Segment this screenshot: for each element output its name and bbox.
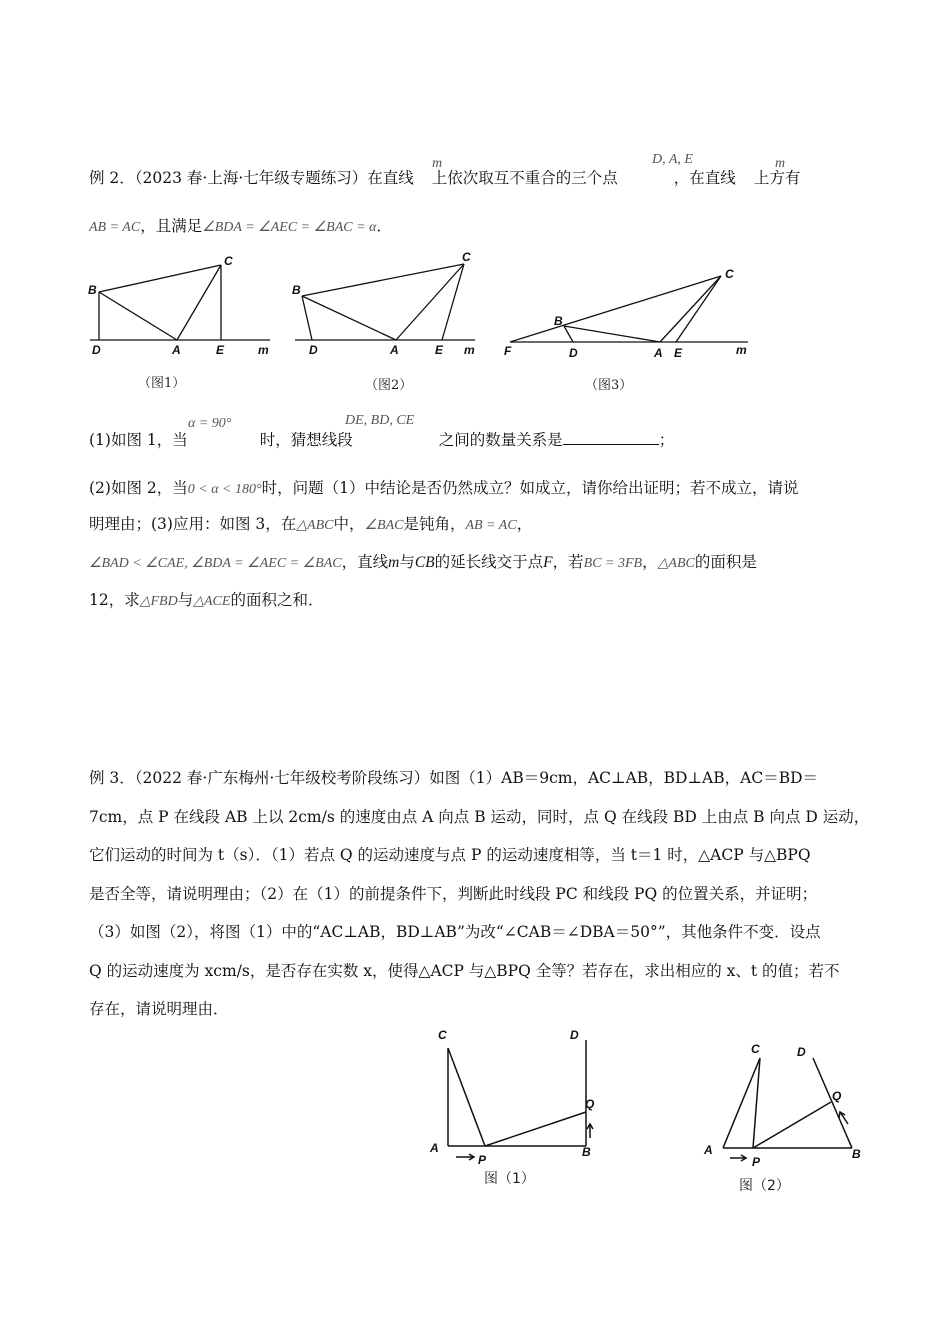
ex3-line3: 它们运动的时间为 t（s）．（1）若点 Q 的运动速度与点 P 的运动速度相等，当 t＝1 时，△ACP 与△BPQ — [89, 846, 811, 864]
alpha-90: α = 90° — [188, 416, 232, 431]
segment-pq — [485, 1112, 586, 1146]
segment-bc — [99, 265, 221, 292]
label-a: A — [430, 1141, 439, 1155]
q5-text: 的面积之和． — [230, 591, 324, 609]
answer-blank[interactable] — [563, 430, 659, 445]
label-b: B — [554, 314, 563, 328]
segment-ba — [302, 296, 396, 340]
caption-ex3-fig1: 图（1） — [484, 1171, 535, 1187]
points-dae: D, A, E — [652, 152, 693, 167]
ex2-label: 例 2． — [89, 169, 135, 187]
label-c: C — [438, 1028, 447, 1042]
ex2-text: ，在直线 — [673, 169, 736, 187]
ex3-figure-2 — [723, 1058, 852, 1161]
caption-fig2: （图2） — [365, 378, 413, 393]
q2-text: (2)如图 2，当 — [89, 479, 188, 497]
label-p: P — [478, 1153, 487, 1167]
segments-de-bd-ce: DE, BD, CE — [345, 413, 415, 428]
label-d: D — [569, 346, 578, 360]
label-q: Q — [585, 1097, 595, 1111]
ex2-text: 上依次取互不重合的三个点 — [431, 169, 618, 187]
label-p: P — [752, 1155, 761, 1169]
line-fc — [510, 276, 721, 342]
q3-text: ， — [516, 515, 533, 533]
bc-eq-3fb: BC = 3FB — [583, 556, 643, 571]
ex2-text: 上方有 — [753, 169, 801, 187]
q1-text: (1)如图 1，当 — [89, 431, 188, 449]
label-d: D — [570, 1028, 579, 1042]
label-a: A — [390, 343, 399, 357]
ex2-text: ，且满足 — [140, 217, 203, 235]
q4-text: 的延长线交于点 — [434, 553, 544, 571]
label-m: m — [258, 343, 269, 357]
ex2-line1 — [89, 168, 800, 188]
label-q: Q — [832, 1089, 842, 1103]
triangle-abc: △ABC — [296, 518, 334, 533]
segment-bd — [302, 296, 312, 340]
q1-text: 之间的数量关系是 — [438, 431, 563, 449]
label-b: B — [852, 1147, 861, 1161]
segment-cb-ref: CB — [414, 554, 435, 571]
segment-bd — [564, 326, 573, 342]
q1-text: 时，猜想线段 — [259, 431, 353, 449]
cond-angles: ∠BDA = ∠AEC = ∠BAC = α — [202, 220, 377, 235]
line-m-label-2: m — [775, 156, 786, 171]
segment-ba — [99, 292, 177, 340]
label-b: B — [292, 283, 301, 297]
segment-bd — [813, 1058, 852, 1148]
ex2-figure-2 — [295, 264, 475, 340]
label-a: A — [704, 1143, 713, 1157]
segment-ac — [177, 265, 221, 340]
label-b: B — [582, 1145, 591, 1159]
q5-text: 与 — [177, 591, 194, 609]
ex2-q4 — [89, 552, 757, 574]
ex2-figure-1 — [90, 265, 270, 340]
q3-text: 明理由；(3)应用：如图 3，在 — [89, 515, 297, 533]
alpha-range: 0 < α < 180° — [187, 482, 262, 497]
label-b: B — [88, 283, 97, 297]
ex3-line6: Q 的运动速度为 xcm/s，是否存在实数 x，使得△ACP 与△BPQ 全等？若存在，求出相应的 x、t 的值；若不 — [89, 962, 840, 980]
caption-fig3: （图3） — [585, 378, 633, 393]
q4-text: 与 — [399, 553, 415, 571]
label-m: m — [736, 343, 747, 357]
segment-ce — [676, 276, 721, 342]
triangle-fbd: △FBD — [139, 594, 178, 609]
label-e: E — [674, 346, 683, 360]
line-m-label: m — [432, 156, 443, 171]
label-c: C — [725, 267, 734, 281]
caption-fig1: （图1） — [138, 376, 186, 391]
label-d: D — [797, 1045, 806, 1059]
ex2-text: ． — [376, 217, 392, 235]
ex2-figures — [80, 250, 780, 360]
angle-bac: ∠BAC — [364, 518, 404, 533]
q3-text: 是钝角， — [403, 515, 466, 533]
label-c: C — [462, 250, 471, 264]
label-e: E — [435, 343, 444, 357]
triangle-ace: △ACE — [193, 594, 231, 609]
ex2-q5 — [89, 590, 323, 612]
segment-pq — [753, 1102, 831, 1148]
ex2-line2 — [89, 216, 392, 238]
ex2-figure-3 — [510, 276, 748, 342]
segment-ba — [564, 326, 660, 342]
ex2-q2 — [89, 478, 798, 500]
angle-conditions: ∠BAD < ∠CAE, ∠BDA = ∠AEC = ∠BAC — [89, 556, 342, 571]
label-c: C — [751, 1042, 760, 1056]
caption-ex3-fig2: 图（2） — [739, 1178, 790, 1194]
triangle-abc-ref: △ABC — [657, 556, 695, 571]
ex3-line5: （3）如图（2），将图（1）中的“AC⊥AB，BD⊥AB”为改“∠CAB＝∠DBA＝50°”，其他条件不变．设点 — [89, 923, 821, 941]
label-d: D — [309, 343, 318, 357]
ex2-q3 — [89, 514, 532, 536]
label-e: E — [216, 343, 225, 357]
ab-eq-ac: AB = AC — [465, 518, 517, 533]
q1-text: ； — [658, 431, 675, 449]
q5-text: 12，求 — [89, 591, 140, 609]
label-f: F — [504, 344, 512, 358]
ex3-figure-1 — [448, 1040, 593, 1160]
q4-text: ，直线 — [341, 553, 389, 571]
line-m-ref: m — [388, 554, 400, 571]
q3-text: 中， — [333, 515, 365, 533]
label-a: A — [172, 343, 181, 357]
ex3-line1: 例 3．（2022 春·广东梅州·七年级校考阶段练习）如图（1）AB＝9cm，AC⊥AB，BD⊥AB，AC＝BD＝ — [89, 769, 819, 787]
point-f-ref: F — [543, 554, 553, 571]
q4-text: 的面积是 — [694, 553, 757, 571]
label-m: m — [464, 343, 475, 357]
label-d: D — [92, 343, 101, 357]
q2-text: 时，问题（1）中结论是否仍然成立？如成立，请你给出证明；若不成立，请说 — [261, 479, 799, 497]
q4-text: ，若 — [552, 553, 584, 571]
cond-ab-ac: AB = AC — [89, 220, 141, 235]
ex2-source: （2023 春·上海·七年级专题练习）在直线 — [134, 169, 414, 187]
ex2-q1 — [89, 430, 674, 450]
label-c: C — [224, 254, 233, 268]
segment-cp — [448, 1048, 485, 1146]
ex3-line2: 7cm，点 P 在线段 AB 上以 2cm/s 的速度由点 A 向点 B 运动，同时，点 Q 在线段 BD 上由点 B 向点 D 运动， — [89, 808, 870, 826]
label-a: A — [654, 346, 663, 360]
q4-text: ， — [642, 553, 658, 571]
ex3-line7: 存在，请说明理由． — [89, 1000, 229, 1018]
ex3-line4: 是否全等，请说明理由；（2）在（1）的前提条件下，判断此时线段 PC 和线段 PQ 的位置关系，并证明； — [89, 885, 818, 903]
